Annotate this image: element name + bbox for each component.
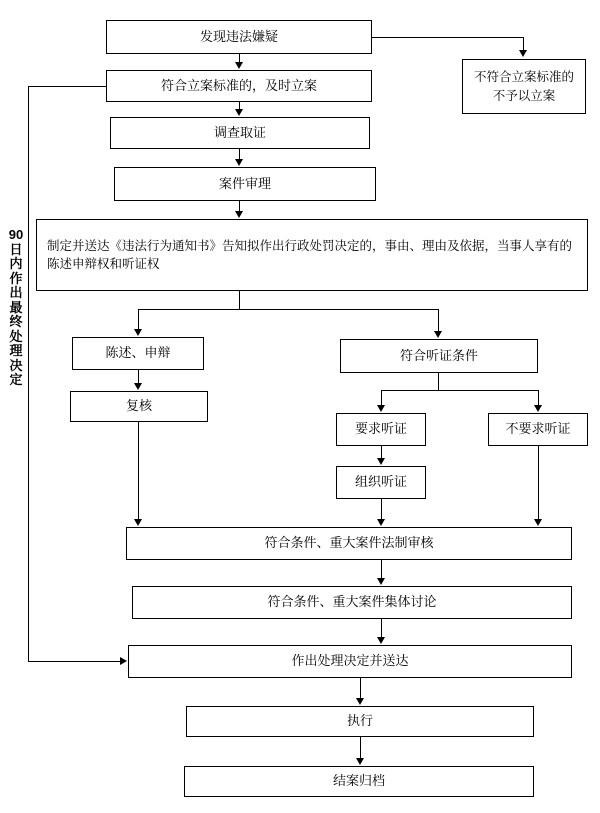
connector [28,86,106,87]
node-request-hearing: 要求听证 [336,413,426,446]
arrow-icon [534,405,542,412]
node-file-case: 符合立案标准的，及时立案 [106,70,372,102]
arrow-icon [134,383,142,390]
node-discover: 发现违法嫌疑 [106,20,372,54]
arrow-icon [534,519,542,526]
connector [239,102,240,109]
side-label-90-days: 90日内作出最终处理决定 [8,227,24,388]
connector [28,86,29,662]
connector [138,422,139,519]
connector [28,661,120,662]
node-decision: 作出处理决定并送达 [128,645,572,678]
connector [538,446,539,519]
arrow-icon [356,698,364,705]
node-hearing-eligible: 符合听证条件 [340,339,538,373]
connector [381,446,382,458]
node-legal-review: 符合条件、重大案件法制审核 [126,527,572,560]
connector [381,390,382,405]
connector [138,309,439,310]
arrow-icon [434,331,442,338]
arrow-icon [235,62,243,69]
node-organize-hearing: 组织听证 [336,466,426,499]
arrow-icon [377,458,385,465]
arrow-icon [377,519,385,526]
arrow-icon [235,211,243,218]
arrow-icon [377,637,385,644]
arrow-icon [377,578,385,585]
connector [381,499,382,519]
connector [360,737,361,758]
node-execute: 执行 [186,706,534,737]
arrow-icon [134,329,142,336]
arrow-icon [377,405,385,412]
node-collective-discuss: 符合条件、重大案件集体讨论 [132,586,572,619]
connector [538,390,539,405]
arrow-icon [134,519,142,526]
node-investigate: 调查取证 [110,117,370,149]
connector [360,678,361,698]
node-statement: 陈述、申辩 [72,337,204,370]
node-no-request-hearing: 不要求听证 [488,413,588,446]
connector [438,373,439,390]
connector [381,560,382,578]
connector [372,37,524,38]
connector [381,619,382,637]
node-no-file-case: 不符合立案标准的不予以立案 [462,59,586,114]
arrow-icon [356,758,364,765]
arrow-icon [235,109,243,116]
arrow-icon [519,50,527,57]
connector [239,149,240,159]
node-case-review: 案件审理 [114,167,376,201]
connector [138,309,139,329]
node-close-file: 结案归档 [184,766,534,797]
connector [438,309,439,331]
arrow-icon [120,657,127,665]
node-notice: 制定并送达《违法行为通知书》告知拟作出行政处罚决定的，事由、理由及依据，当事人享有的陈述申辩权和听证权 [36,219,588,291]
arrow-icon [235,159,243,166]
connector [138,370,139,383]
connector [239,291,240,309]
connector [381,390,538,391]
node-recheck: 复核 [70,391,208,422]
connector [523,37,524,51]
connector [239,201,240,211]
